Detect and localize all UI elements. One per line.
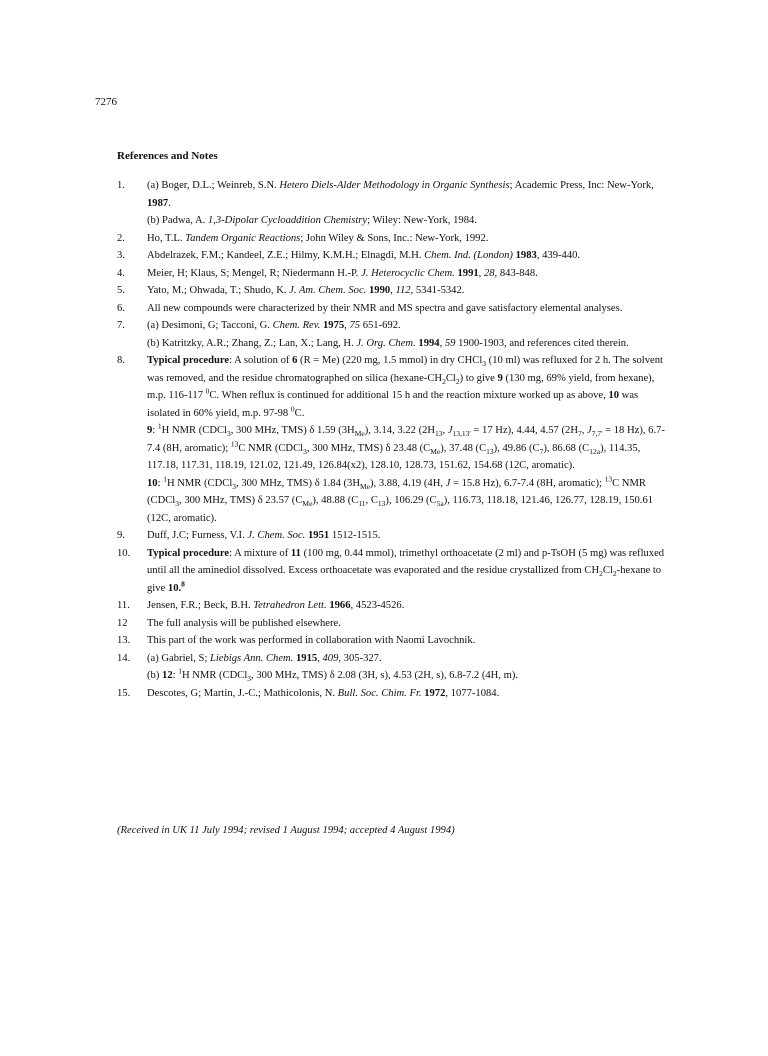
text-run: 13 [377, 499, 386, 509]
text-run: 5a [436, 499, 444, 509]
text-run: 0 [290, 403, 295, 413]
reference-text [147, 335, 667, 353]
text-run: 2 [612, 569, 617, 579]
text-run: , 1077-1084. [445, 687, 500, 699]
text-run: 3 [175, 499, 180, 509]
text-run: 12a [589, 446, 601, 456]
text-run: , 300 MHz, TMS) δ 1.84 (3H [236, 477, 361, 489]
text-run: Jensen, F.R.; Beck, B.H. [147, 600, 254, 611]
text-run: J [447, 425, 453, 436]
text-run: 7 [577, 429, 582, 439]
text-run: , [439, 337, 445, 349]
text-run: . [178, 582, 182, 594]
text-run: ; John Wiley & Sons, Inc.: New-York, 1992. [300, 232, 489, 244]
text-run: ), 3.88, 4.19 (4H, [370, 477, 446, 489]
text-run: : A solution of [229, 355, 293, 366]
reference-text [147, 212, 667, 230]
text-run: , [442, 425, 448, 436]
text-run: 3 [226, 429, 231, 439]
text-run: 3 [247, 674, 252, 684]
received-dates-note [117, 822, 455, 840]
text-run: 409 [322, 652, 339, 664]
reference-text [147, 317, 667, 335]
text-run: , [581, 425, 588, 436]
text-run: 10 [147, 477, 158, 489]
text-run: was isolated in 60% yield, m.p. 97-98 [147, 390, 639, 419]
text-run: Me [430, 446, 441, 456]
text-run: 0 [205, 386, 210, 396]
text-run: 1966 [329, 600, 351, 611]
text-run: ), 3.14, 3.22 (2H [364, 425, 436, 436]
reference-text [147, 685, 667, 703]
text-run: 2 [599, 569, 603, 579]
text-run: (a) Desimoni, G; Tacconi, G. [147, 320, 273, 331]
reference-item [117, 230, 667, 248]
reference-number: 12 [117, 617, 128, 629]
text-run: (b) Katritzky, A.R.; Zhang, Z.; Lan, X.; Lang, H. [147, 337, 357, 349]
text-run: , 439-440. [536, 250, 581, 261]
text-run: Cl [445, 372, 456, 384]
text-run: 1,3-Dipolar Cycloaddition Chemistry [207, 215, 368, 226]
text-run: (130 mg, 69% yield, from hexane), m.p. 116-117 [147, 372, 655, 401]
text-run: , [390, 285, 396, 296]
text-run: = 17 Hz), 4.44, 4.57 (2H [470, 425, 578, 436]
text-run: H NMR (CDCl [161, 425, 227, 436]
text-run: , 4523-4526. [350, 600, 405, 611]
text-run: 1951 [308, 530, 330, 541]
text-run: 13 [435, 429, 443, 439]
text-run: 6 [292, 355, 298, 366]
reference-number: 14. [117, 652, 131, 664]
text-run: Meier, H; Klaus, S; Mengel, R; Niedermann H.-P. [147, 267, 362, 279]
text-run: 1994 [418, 337, 440, 349]
reference-list [117, 177, 667, 702]
text-run: 2 [455, 376, 460, 386]
reference-number: 4. [117, 267, 125, 279]
text-run: J [445, 477, 451, 489]
reference-item [117, 282, 667, 300]
reference-number: 1. [117, 180, 125, 191]
text-run: Tandem Organic Reactions [185, 232, 301, 244]
reference-text [147, 265, 667, 283]
text-run: : [152, 425, 158, 436]
text-run: : A mixture of [229, 547, 291, 559]
reference-text [147, 300, 667, 318]
text-run: Me [302, 499, 313, 509]
page-number: 7276 [95, 96, 117, 108]
text-run: , 5341-5342. [410, 285, 465, 296]
text-run: J. Heterocyclic Chem. [361, 267, 455, 279]
reference-number: 3. [117, 250, 125, 261]
text-run: ; Academic Press, Inc: New-York, [509, 180, 654, 191]
text-run: 1 [178, 666, 182, 676]
text-run: 13,13' [452, 429, 471, 439]
text-run: , 300 MHz, TMS) δ 1.59 (3H [230, 425, 355, 436]
text-run: 3 [303, 446, 307, 456]
reference-text [147, 527, 667, 545]
text-run: ), 116.73, 118.18, 121.46, 126.77, 128.19, 150.61 (12C, aromatic). [147, 495, 654, 524]
reference-text [147, 177, 667, 212]
text-run: , C [365, 495, 378, 506]
text-run: (R = Me) (220 mg, 1.5 mmol) in dry CHCl [297, 355, 483, 366]
text-run: J. Am. Chem. Soc. [289, 285, 367, 296]
reference-item [117, 317, 667, 352]
reference-text [147, 247, 667, 265]
text-run: (Received in UK 11 July 1994; revised 1 August 1994; accepted 4 August 1994) [117, 825, 455, 836]
reference-item [117, 615, 667, 633]
text-run: , [317, 652, 323, 664]
reference-item [117, 632, 667, 650]
text-run: 1972 [424, 687, 446, 699]
reference-number: 15. [117, 687, 131, 699]
text-run: Bull. Soc. Chim. Fr. [337, 687, 422, 699]
text-run: 1915 [296, 652, 318, 664]
text-run: (100 mg, 0.44 mmol), trimethyl orthoacetate (2 ml) and p-TsOH (5 mg) was refluxed until all the aminediol dissolved. Excess orthoacetate was evaporated and the residue crystallized from CH [147, 547, 665, 576]
text-run: Liebigs Ann. Chem. [209, 652, 294, 664]
text-run: ), 37.48 (C [440, 442, 487, 454]
text-run: 1975 [322, 320, 345, 331]
text-run: 1 [163, 473, 167, 483]
text-run: Me [354, 429, 365, 439]
text-run: ), 48.88 (C [312, 495, 359, 506]
text-run: , [344, 320, 350, 331]
reference-text [147, 282, 667, 300]
text-run: Hetero Diels-Alder Methodology in Organic Synthesis [279, 180, 510, 191]
text-run: Chem. Rev. [272, 320, 321, 331]
text-run: (a) Boger, D.L.; Weinreb, S.N. [147, 180, 280, 191]
text-run: 9 [497, 372, 503, 384]
text-run: , 843-848. [494, 267, 538, 279]
text-run: ) to give [459, 372, 498, 384]
text-run: 3 [482, 359, 487, 369]
text-run: C. [294, 407, 305, 419]
text-run: All new compounds were characterized by their NMR and MS spectra and gave satisfactory elemental analyses. [147, 302, 623, 314]
reference-number: 8. [117, 355, 125, 366]
text-run: (b) Padwa, A. [147, 215, 208, 226]
text-run: H NMR (CDCl [166, 477, 233, 489]
section-heading: References and Notes [117, 150, 218, 162]
text-run: Ho, T.L. [147, 232, 186, 244]
text-run: 1 [157, 421, 162, 431]
text-run: 112 [395, 285, 411, 296]
text-run: 9 [147, 425, 153, 436]
text-run: 651-692. [360, 320, 401, 331]
text-run: -hexane to give [147, 565, 662, 594]
reference-item [117, 300, 667, 318]
text-run: = 15.8 Hz), 6.7-7.4 (8H, aromatic); [450, 477, 605, 489]
text-run: 13 [486, 446, 494, 456]
text-run: (10 ml) was refluxed for 2 h. The solvent was removed, and the residue chromatographed on silica (hexane-CH [147, 355, 663, 384]
text-run: 13 [604, 473, 613, 483]
text-run: 10 [167, 582, 179, 594]
reference-item [117, 685, 667, 703]
reference-item [117, 177, 667, 230]
reference-number: 10. [117, 547, 131, 559]
text-run: 2 [442, 376, 446, 386]
text-run: 8 [181, 578, 185, 588]
text-run: Descotes, G; Martin, J.-C.; Mathicolonis, N. [147, 687, 338, 699]
text-run: , 300 MHz, TMS) δ 2.08 (3H, s), 4.53 (2H, s), 6.8-7.2 (4H, m). [251, 670, 519, 681]
reference-text [147, 422, 667, 475]
text-run: ), 49.86 (C [493, 442, 540, 454]
text-run: Yato, M.; Ohwada, T.; Shudo, K. [147, 285, 290, 296]
text-run: Duff, J.C; Furness, V.I. [147, 530, 248, 541]
text-run: Cl [602, 565, 613, 576]
reference-text [147, 230, 667, 248]
reference-text [147, 597, 667, 615]
text-run: ), 106.29 (C [385, 495, 437, 506]
text-run: 3 [232, 481, 237, 491]
text-run: C NMR (CDCl [147, 477, 646, 506]
text-run: Typical procedure [147, 547, 230, 559]
text-run: 10 [608, 390, 620, 401]
text-run: Me [360, 481, 371, 491]
text-run: (a) Gabriel, S; [147, 652, 210, 664]
reference-text [147, 545, 667, 598]
reference-number: 11. [117, 600, 130, 611]
text-run: ), 114.35, 117.18, 117.31, 118.19, 121.02, 121.49, 126.84(x2), 128.10, 128.73, 151.62, 154.68 (12C, aromatic). [147, 442, 641, 471]
text-run: 12 [162, 670, 173, 681]
text-run: 13 [230, 438, 239, 448]
text-run: 1512-1515. [329, 530, 381, 541]
reference-number: 13. [117, 635, 131, 646]
text-run: Tetrahedron Lett. [253, 600, 327, 611]
reference-item [117, 597, 667, 615]
reference-text [147, 352, 667, 422]
text-run: : [172, 670, 179, 681]
text-run: Typical procedure [147, 355, 230, 366]
text-run: 1983 [515, 250, 537, 261]
reference-item [117, 650, 667, 685]
text-run: 1987 [147, 197, 169, 209]
text-run: J. Chem. Soc. [247, 530, 306, 541]
text-run: . [168, 197, 171, 209]
text-run: This part of the work was performed in collaboration with Naomi Lavochnik. [147, 635, 476, 646]
reference-item [117, 247, 667, 265]
reference-item [117, 352, 667, 527]
text-run: The full analysis will be published elsewhere. [147, 617, 341, 629]
text-run: C. When reflux is continued for additional 15 h and the reaction mixture worked up as above, [209, 390, 609, 401]
text-run: J. Org. Chem. [356, 337, 416, 349]
text-run: : [157, 477, 164, 489]
text-run: , 305-327. [338, 652, 382, 664]
reference-number: 6. [117, 302, 125, 314]
reference-text [147, 650, 667, 668]
text-run: Abdelrazek, F.M.; Kandeel, Z.E.; Hilmy, K.M.H.; Elnagdi, M.H. [147, 250, 425, 261]
reference-number: 9. [117, 530, 125, 541]
text-run: 75 [349, 320, 361, 331]
text-run: , 300 MHz, TMS) δ 23.48 (C [306, 442, 431, 454]
reference-number: 7. [117, 320, 125, 331]
text-run: , [478, 267, 484, 279]
reference-text [147, 632, 667, 650]
text-run: 1990 [368, 285, 391, 296]
text-run: ), 86.68 (C [543, 442, 590, 454]
text-run: 59 [444, 337, 456, 349]
text-run: 1991 [457, 267, 479, 279]
text-run: (b) [147, 670, 163, 681]
text-run: 28 [483, 267, 495, 279]
text-run: 1900-1903, and references cited therein. [455, 337, 629, 349]
text-run: Chem. Ind. (London) [424, 250, 513, 261]
text-run: 7 [539, 446, 544, 456]
reference-item [117, 265, 667, 283]
text-run: 11 [358, 499, 366, 509]
text-run: 11 [290, 547, 301, 559]
text-run: = 18 Hz), 6.7-7.4 (8H, aromatic); [147, 425, 665, 454]
text-run: ; Wiley: New-York, 1984. [367, 215, 477, 226]
text-run: 7,7' [591, 429, 603, 439]
text-run: H NMR (CDCl [181, 670, 248, 681]
text-run: J [587, 425, 592, 436]
reference-number: 5. [117, 285, 125, 296]
reference-text [147, 615, 667, 633]
text-run: C NMR (CDCl [238, 442, 304, 454]
reference-item [117, 545, 667, 598]
reference-number: 2. [117, 232, 125, 244]
text-run: , 300 MHz, TMS) δ 23.57 (C [179, 495, 303, 506]
reference-text [147, 667, 667, 685]
reference-item [117, 527, 667, 545]
reference-text [147, 475, 667, 528]
